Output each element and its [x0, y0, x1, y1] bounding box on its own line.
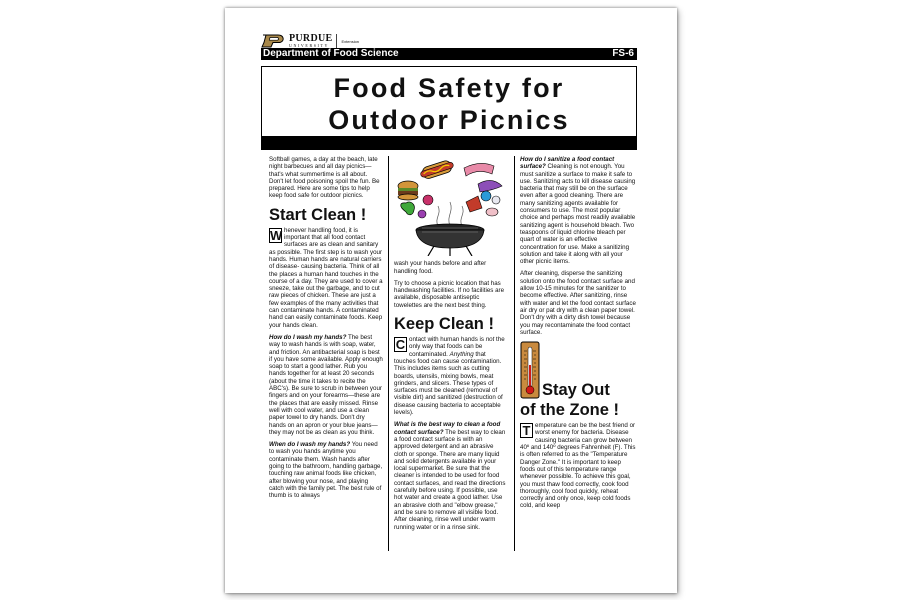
title-line-2: Outdoor Picnics	[328, 105, 570, 135]
answer: You need to wash you hands anytime you contaminate them. Wash hands after going to the bathroom, handling garbage, touching raw animal foods like chicken, after blowing your nose, and playing catch with the family pet. The best rule of thumb is to always	[269, 441, 383, 500]
heading-stay-out-zone	[520, 341, 636, 399]
faq-when-wash	[269, 441, 383, 499]
picnic-grill-icon	[394, 156, 506, 256]
logo-wordmark	[289, 34, 332, 48]
logo-divider	[336, 34, 337, 48]
drop-cap: W	[270, 227, 283, 243]
emphasis-not: not	[485, 336, 495, 344]
emphasis-anything: Anything	[449, 350, 474, 358]
paragraph-text: the only way that foods can be contaminated.	[409, 336, 505, 358]
keep-clean-paragraph	[394, 336, 506, 416]
heading-keep-clean: Keep Clean !	[394, 315, 494, 334]
intro-paragraph: Softball games, a day at the beach, late night barbecues and all day picnics—that's what summertime is all about. Don't let food poisoning spoil the fun. Be prepared. Here are some tips to help keep food safe for outdoor picnics.	[269, 156, 380, 200]
start-clean-paragraph	[269, 227, 383, 329]
paragraph-text: henever handling food, it is important that all food contact surfaces are as clean and sanitary as possible. The first step is to wash your hands. Human hands are natural carriers of disease- causing bacteria. Think of all the places a human hand touches in the course of a day. They are used to cover a sneeze, take out the garbage, and to cut raw pieces of chicken. These are just a few examples of the many activities that can contaminate hands. A contaminated hand can easily contaminate foods. Keep your hands clean.	[269, 226, 383, 329]
logo-text: PURDUE	[289, 33, 333, 44]
column-2	[394, 156, 506, 586]
answer: The best way to wash hands is with soap, water, and friction. An antibacterial soap is best if you have some available. Apply enough soap to start a good lather. Rub you hands together for at least 20 seconds (about the time it takes to recite the ABC's). Be sure to scrub in between your fingers and on your forearms—these are the places that are easily missed. Rinse well with cool water, and use a clean paper towel to dry hands. Don't dry hands on an apron or your blue jeans—they may not be as clean as you think.	[269, 333, 383, 436]
picnic-location-paragraph: Try to choose a picnic location that has handwashing facilities. If no facilities are available, disposable antiseptic towelettes are the next best thing.	[394, 279, 505, 309]
paragraph-text: ontact with human hands is	[409, 336, 486, 344]
thermometer-icon	[520, 341, 540, 399]
zone-heading-line-2: of the Zone !	[520, 401, 619, 420]
purdue-logo-icon	[261, 34, 287, 48]
paragraph-text: emperature can be the best friend or worst enemy for bacteria. Disease causing bacteria can grow between 40º and 140º degrees Fahrenheit (F). This is often referred to as the "Temperature Danger Zone." It is important to keep foods out of this temperature range whenever possible. To achieve this goal, you must thaw food correctly, cook food thoroughly, cool food quickly, reheat correctly and only once, keep cold foods cold, and keep	[520, 422, 636, 510]
question: How do I wash my hands?	[269, 333, 347, 341]
faq-sanitize-surface	[520, 156, 636, 265]
document-page	[225, 8, 677, 593]
heading-start-clean: Start Clean !	[269, 205, 367, 224]
temperature-paragraph	[520, 422, 636, 510]
column-divider	[388, 156, 389, 551]
wash-continuation: wash your hands before and after handling food.	[394, 260, 487, 275]
document-code: FS-6	[612, 48, 634, 59]
question: How do I sanitize a food contact surface?	[520, 156, 615, 171]
department-name: Department of Food Science	[263, 48, 399, 59]
answer: The best way to clean a food contact surface is with an approved detergent and an abrasive cloth or sponge. There are many liquid and solid detergents available in your local supermarket. Be sure that the cleaner is intended to be used for food contact surfaces, and read the directions carefully before using. If possible, use hot water and create a good lather. Use an abrasive cloth and "elbow grease," and be sure to remove all visible food. After cleaning, rinse well under warm running water or in a rinse sink.	[394, 428, 506, 531]
title-line-1: Food Safety for	[333, 73, 565, 103]
department-bar	[261, 48, 637, 60]
sanitizing-paragraph: After cleaning, disperse the sanitizing solution onto the food contact surface and allow 10-15 minutes for the sanitizer to become effective. After sanitizing, rinse with water and let the food contact surface air dry or pat dry with a clean paper towel. Don't dry with a dirty dish towel because you may recontaminate the food contact surface.	[520, 270, 636, 336]
question: What is the best way to clean a food contact surface?	[394, 421, 501, 436]
logo-extension: Extension	[341, 38, 360, 44]
column-divider	[514, 156, 515, 551]
faq-wash-hands	[269, 334, 383, 436]
logo-subtext: UNIVERSITY	[289, 43, 329, 48]
drop-cap: C	[395, 337, 406, 353]
title-box	[261, 66, 637, 140]
drop-cap: T	[520, 423, 533, 438]
question: When do I wash my hands?	[269, 441, 351, 449]
faq-clean-surface	[394, 421, 506, 530]
paragraph-text: that touches food can cause contamination. This includes items such as cutting boards, utensils, mixing bowls, meat grinders, and slicers. These types of surfaces must be cleaned (removal of visible dirt) and sanitized (destruction of disease causing bacteria to acceptable levels).	[394, 350, 503, 417]
title-underbar	[261, 136, 637, 150]
column-1	[269, 156, 383, 586]
column-3	[520, 156, 636, 586]
zone-heading-line-1: Stay Out	[542, 381, 610, 400]
answer: Cleaning is not enough. You must sanitize a surface to make it safe to use. Sanitizing acts to kill disease causing bacteria that may still be on the surface even after a good cleaning. There are many sanitizing agents available for consumers to use. The most popular choice and perhaps most readily available sanitizing agent is household bleach. Two teaspoons of liquid chlorine bleach per quart of water is an effective concentration for use. Make a sanitizing solution and take it along with all your other picnic items.	[520, 163, 636, 266]
